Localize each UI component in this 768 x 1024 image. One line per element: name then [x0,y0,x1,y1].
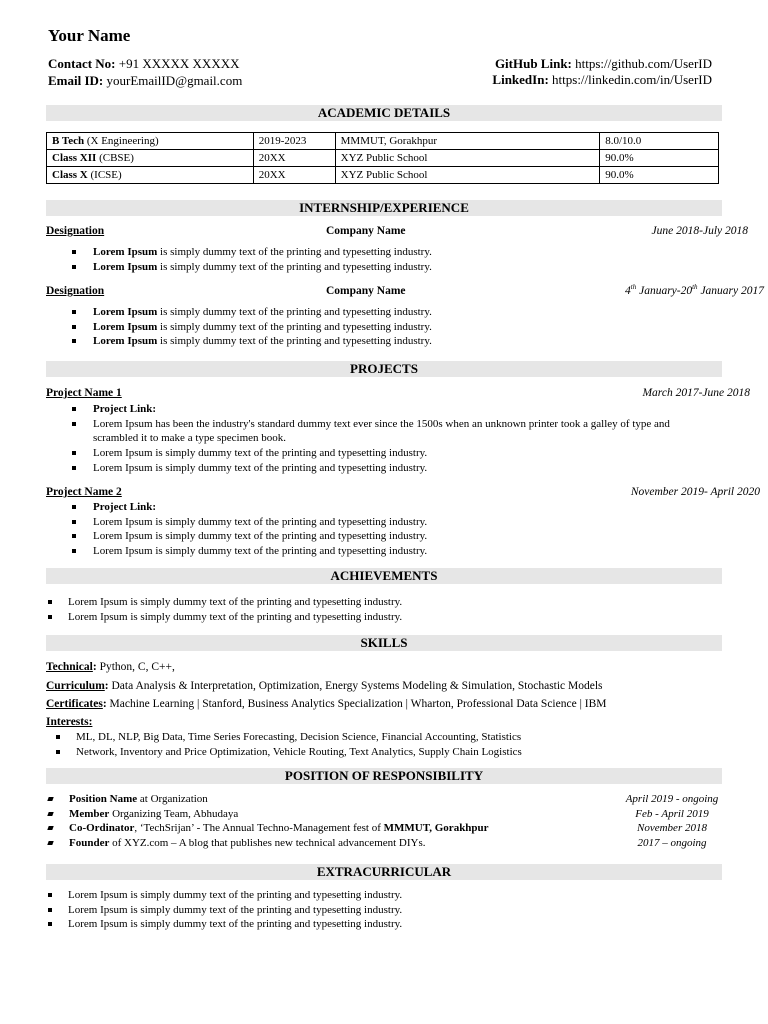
skill-value: Python, C, C++, [96,661,175,673]
bullet-text: is simply dummy text of the printing and typesetting industry. [157,306,432,318]
degree-detail: (CBSE) [99,151,134,164]
project-dates: March 2017-June 2018 [642,387,750,399]
github-label: GitHub Link: [494,56,572,71]
section-academic-heading: ACADEMIC DETAILS [46,105,722,121]
list-item [46,446,711,461]
extracurricular-list [46,888,402,932]
bullet-bold: Lorem Ipsum [93,320,158,333]
list-item: Lorem Ipsum is simply dummy text of the printing and typesetting industry. [46,595,402,610]
project-bullets [46,500,427,559]
bullet-text: Lorem Ipsum has been the industry's standard dummy text ever since the 1500s when an unknown printer took a galley of type and scrambled it to make a type specimen book. [93,417,670,445]
degree-detail: (ICSE) [90,168,122,181]
project-dates: November 2019- April 2020 [630,486,760,498]
list-item: Network, Inventory and Price Optimization, Vehicle Routing, Text Analytics, Supply Chain Logistics [54,745,522,760]
contact-label: Contact No: [48,56,116,71]
role-date: April 2019 - ongoing [625,793,719,805]
list-item [46,305,432,320]
role: Co-Ordinator [69,822,135,835]
list-item [46,402,711,417]
skill-technical: Technical: Python, C, C++, [46,661,175,673]
school-cell: XYZ Public School [335,167,600,184]
skill-label: Curriculum [46,680,105,692]
role-detail: , ‘TechSrijan’ - The Annual Techno-Management fest of [134,822,384,835]
section-responsibility-heading: POSITION OF RESPONSIBILITY [46,768,722,784]
email-value: yourEmailID@gmail.com [106,73,243,88]
company-name: Company Name [326,225,406,237]
achievements-list [46,595,402,624]
score-cell: 90.0% [600,150,719,167]
experience-bullets [46,245,432,274]
list-item [46,320,432,335]
date-part: 4 [625,285,631,297]
linkedin-link[interactable]: https://linkedin.com/in/UserID [552,72,712,87]
skill-value: Data Analysis & Interpretation, Optimization, Energy Systems Modeling & Simulation, Stochastic Models [108,680,603,692]
project-link-label: Project Link: [93,501,157,513]
email [48,72,242,89]
skill-label: Technical [46,661,93,673]
contact-number [48,55,242,72]
email-label: Email ID: [48,73,104,88]
list-item [46,821,736,836]
degree-cell [47,133,254,150]
date-part: January- [636,285,681,297]
linkedin [492,72,712,88]
project-bullets [46,402,711,476]
skill-value: Machine Learning | Stanford, Business Analytics Specialization | Wharton, Professional Data Science | IBM [106,698,607,710]
skill-label: Interests: [46,716,93,728]
candidate-name: Your Name [48,26,131,45]
skill-curriculum: Curriculum: Data Analysis & Interpretation, Optimization, Energy Systems Modeling & Simulation, Stochastic Models [46,680,603,692]
section-projects-heading: PROJECTS [46,361,722,377]
interests-list [54,730,522,759]
designation: Designation [46,225,105,237]
bullet-text: is simply dummy text of the printing and typesetting industry. [157,335,432,348]
section-achievements-heading: ACHIEVEMENTS [46,568,722,584]
skill-certificates: Certificates: Machine Learning | Stanford, Business Analytics Specialization | Wharton, Professional Data Science | IBM [46,698,607,710]
bullet-text: Lorem Ipsum is simply dummy text of the printing and typesetting industry. [93,530,428,543]
list-item [46,245,432,260]
list-item: Lorem Ipsum is simply dummy text of the printing and typesetting industry. [46,610,402,625]
table-row [47,150,719,167]
bullet-bold: Lorem Ipsum [93,246,158,258]
degree-detail: (X Engineering) [86,134,159,147]
bullet-text: Lorem Ipsum is simply dummy text of the printing and typesetting industry. [93,461,428,474]
date-part: January 2017 [697,285,764,297]
role-detail: at Organization [137,793,208,805]
list-item [46,417,711,446]
table-row [47,167,719,184]
contact-block [48,55,242,89]
bullet-text: is simply dummy text of the printing and typesetting industry. [157,246,432,258]
project-name: Project Name 2 [46,486,122,498]
experience-bullets [46,305,432,349]
degree-cell [47,150,254,167]
section-extracurricular-heading: EXTRACURRICULAR [46,864,722,880]
role: Founder [69,837,110,850]
degree: B Tech [52,134,85,147]
bullet-text: Lorem Ipsum is simply dummy text of the printing and typesetting industry. [93,545,428,558]
role: Position Name [69,793,138,805]
role-date: November 2018 [637,822,707,835]
list-item: ML, DL, NLP, Big Data, Time Series Forecasting, Decision Science, Financial Accounting, Statistics [54,730,522,745]
role-detail: Organizing Team, Abhudaya [109,807,239,820]
experience-dates: June 2018-July 2018 [651,225,748,237]
degree: Class XII [52,151,97,164]
skill-interests [46,716,92,729]
list-item [46,529,427,544]
list-item [46,500,427,515]
company-name: Company Name [326,285,406,297]
list-item: Lorem Ipsum is simply dummy text of the printing and typesetting industry. [46,917,402,932]
years-cell: 2019-2023 [253,133,335,150]
role-detail: of XYZ.com – A blog that publishes new technical advancement DIYs. [109,837,426,850]
degree: Class X [52,168,88,181]
list-item [46,334,432,349]
score-cell: 8.0/10.0 [600,133,719,150]
experience-entry-header [46,225,746,241]
experience-dates [625,285,764,298]
section-experience-heading: INTERNSHIP/EXPERIENCE [46,200,722,216]
degree-cell [47,167,254,184]
list-item [46,836,736,851]
list-item [46,260,432,275]
role-date: 2017 – ongoing [637,837,707,850]
years-cell: 20XX [253,150,335,167]
list-item: Lorem Ipsum is simply dummy text of the printing and typesetting industry. [46,903,402,918]
list-item: Lorem Ipsum is simply dummy text of the printing and typesetting industry. [46,888,402,903]
list-item [46,807,736,822]
github [492,56,712,72]
academic-table [46,132,719,184]
role-org: MMMUT, Gorakhpur [383,822,489,835]
bullet-text: is simply dummy text of the printing and typesetting industry. [157,320,432,333]
project-link-label: Project Link: [93,403,157,415]
experience-entry-header [46,283,764,301]
list-item [46,792,736,807]
school-cell: MMMUT, Gorakhpur [335,133,600,150]
date-part: 20 [680,285,693,297]
bullet-bold: Lorem Ipsum [93,260,158,273]
role-date: Feb - April 2019 [635,807,709,820]
date-sup: th [630,283,637,292]
bullet-text: Lorem Ipsum is simply dummy text of the printing and typesetting industry. [93,447,428,460]
list-item [46,461,711,476]
years-cell: 20XX [253,167,335,184]
github-link[interactable]: https://github.com/UserID [575,56,712,71]
bullet-text: is simply dummy text of the printing and typesetting industry. [157,260,432,273]
score-cell: 90.0% [600,167,719,184]
list-item [46,515,427,530]
table-row [47,133,719,150]
bullet-text: Lorem Ipsum is simply dummy text of the printing and typesetting industry. [93,515,428,528]
list-item [46,544,427,559]
bullet-bold: Lorem Ipsum [93,306,158,318]
links-block [492,56,712,88]
school-cell: XYZ Public School [335,150,600,167]
role: Member [69,807,110,820]
designation: Designation [46,285,105,297]
project-header [46,387,750,403]
section-skills-heading: SKILLS [46,635,722,651]
date-sup: th [692,283,698,292]
skill-label: Certificates [46,698,103,710]
linkedin-label: LinkedIn: [492,72,549,87]
contact-value: +91 XXXXX XXXXX [118,56,240,71]
responsibility-list [46,792,736,851]
project-name: Project Name 1 [46,387,122,399]
bullet-bold: Lorem Ipsum [93,335,158,348]
